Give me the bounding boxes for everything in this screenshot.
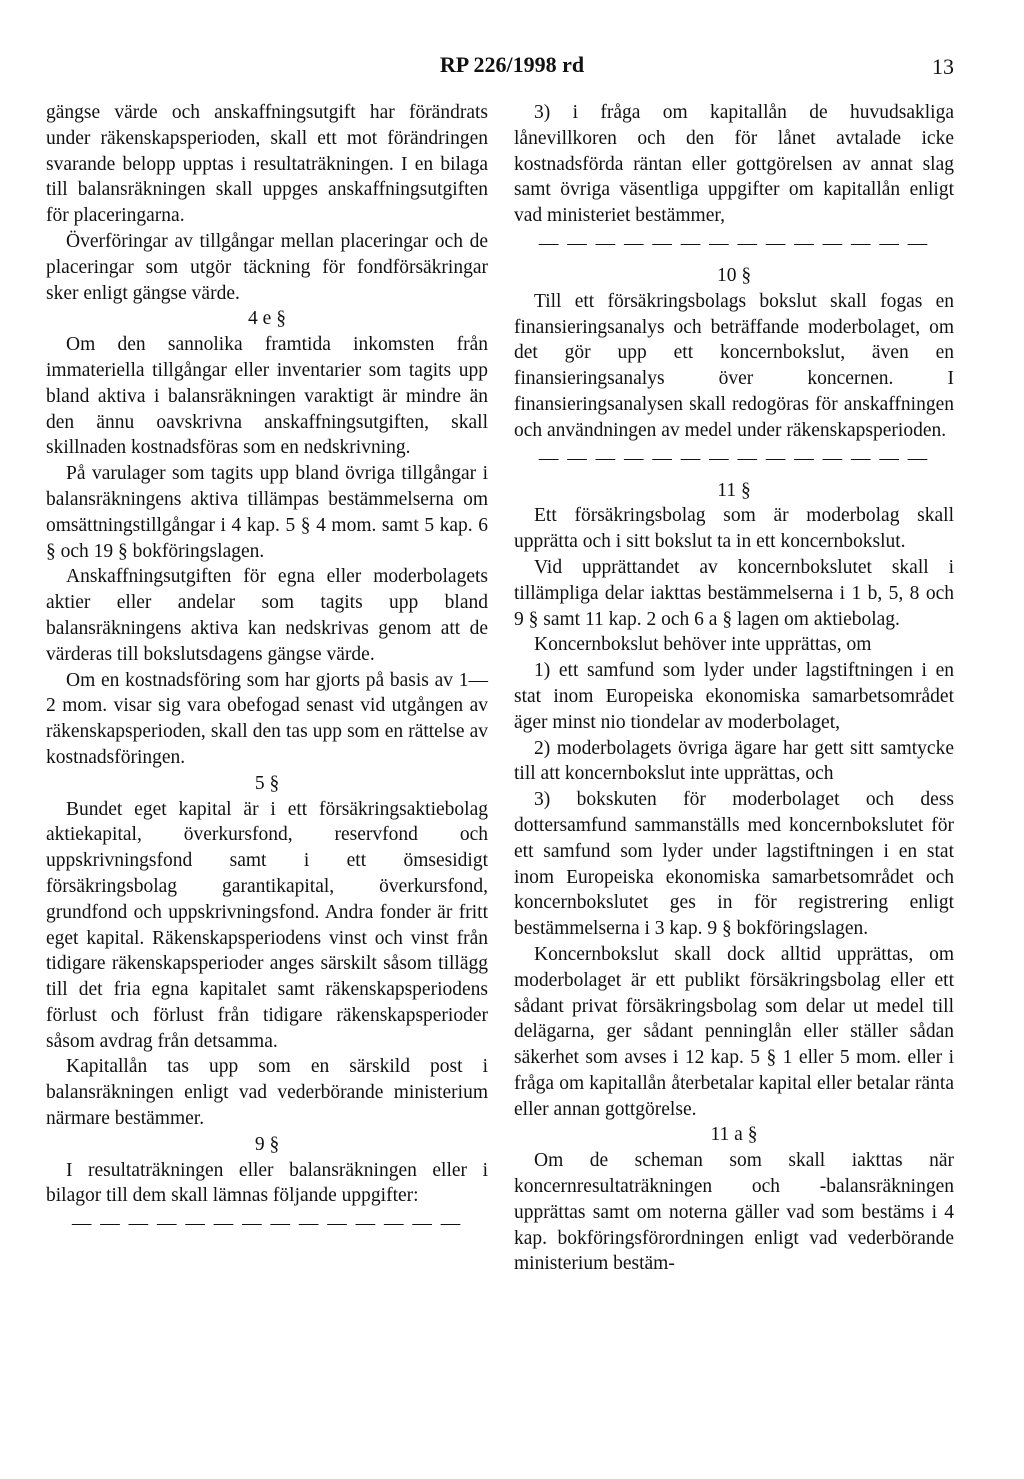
paragraph: Koncernbokslut skall dock alltid upprättas, om moderbolaget är ett publikt försäkringsbolag eller ett sådant privat försäkringsbolag som delar ut medel till delägarna, ger sådant penninglån eller ställer sådan säkerhet som avses i 12 kap. 5 § 1 eller 5 mom. eller i fråga om kapitallån återbetalar kapital eller betalar ränta eller annan gottgörelse. xyxy=(514,943,954,1120)
paragraph: Bundet eget kapital är i ett försäkringsaktiebolag aktiekapital, överkursfond, reservfond och uppskrivningsfond samt i ett ömsesidigt försäkringsbolag garantikapital, överkursfond, grundfond och uppskrivningsfond. Andra fonder är fritt eget kapital. Räkenskapsperiodens vinst och vinst från tidigare räkenskapsperioder anges särskilt såsom tillägg till det fria egna kapitalet samt räkenskapsperiodens förlust och förlust från tidigare räkenskapsperioder såsom avdrag från detsamma. xyxy=(46,798,488,1052)
paragraph: Överföringar av tillgångar mellan placeringar och de placeringar som utgör täckning för fondförsäkringar sker enligt gängse värde. xyxy=(46,230,488,304)
section-heading: 11 § xyxy=(717,479,751,501)
section-heading: 10 § xyxy=(716,264,752,286)
paragraph: Anskaffningsutgiften för egna eller moderbolagets aktier eller andelar som tagits upp bland balansräkningens aktiva kan nedskrivas genom att de värderas till bokslutsdagens gängse värde. xyxy=(46,566,488,665)
omission-dashes: — — — — — — — — — — — — — — xyxy=(71,1213,463,1235)
section-heading: 5 § xyxy=(254,772,280,794)
paragraph: Om en kostnadsföring som har gjorts på basis av 1—2 mom. visar sig vara obefogad senast vid utgången av räkenskapsperioden, skall den tas upp som en rättelse av kostnadsföringen. xyxy=(46,669,488,768)
section-heading: 9 § xyxy=(254,1133,280,1155)
paragraph: Vid upprättandet av koncernbokslutet skall i tillämpliga delar iakttas bestämmelserna i 1 b, 5, 8 och 9 § samt 11 kap. 2 och 6 a § lagen om aktiebolag. xyxy=(514,556,954,630)
paragraph: Kapitallån tas upp som en särskild post i balansräkningen enligt vad vederbörande ministerium närmare bestämmer. xyxy=(46,1056,488,1130)
paragraph: Ett försäkringsbolag som är moderbolag skall upprätta och i sitt bokslut ta in ett koncernbokslut. xyxy=(514,505,954,553)
paragraph: Om de scheman som skall iakttas när koncernresultaträkningen och -balansräkningen upprättas samt om noterna gäller vad som bestäms i 4 kap. bokföringsförordningen enligt vad vederbörande ministerium bestäm- xyxy=(514,1150,954,1275)
omission-dashes: — — — — — — — — — — — — — — xyxy=(538,232,930,254)
section-heading: 11 a § xyxy=(710,1124,758,1146)
right-column xyxy=(514,100,954,1277)
paragraph: I resultaträkningen eller balansräkningen eller i bilagor till dem skall lämnas följande uppgifter: xyxy=(46,1159,488,1207)
paragraph: gängse värde och anskaffningsutgift har förändrats under räkenskapsperioden, skall ett mot förändringen svarande belopp upptas i resultaträkningen. I en bilaga till balansräkningen skall uppges anskaffningsutgiften för placeringarna. xyxy=(46,102,488,227)
section-heading: 4 e § xyxy=(248,308,286,330)
list-item: 2) moderbolagets övriga ägare har gett sitt samtycke till att koncernbokslut inte upprättas, och xyxy=(514,737,954,785)
paragraph: 3) i fråga om kapitallån de huvudsakliga lånevillkoren och den för lånet avtalade icke kostnadsförda räntan eller gottgörelsen av annat slag samt övriga väsentliga uppgifter om kapitallån enligt vad ministeriet bestämmer, xyxy=(514,102,954,227)
omission-dashes: — — — — — — — — — — — — — — xyxy=(538,447,930,469)
list-item: 1) ett samfund som lyder under lagstiftningen i en stat inom Europeiska ekonomiska samarbetsområdet äger minst nio tiondelar av moderbolaget, xyxy=(514,660,954,733)
paragraph: Om den sannolika framtida inkomsten från immateriella tillgångar eller inventarier som tagits upp bland aktiva i balansräkningen varaktigt är mindre än den ännu oavskrivna anskaffningsutgiften, skall skillnaden kostnadsföras som en nedskrivning. xyxy=(46,334,488,459)
page-number: 13 xyxy=(932,54,954,79)
list-item: 3) bokskuten för moderbolaget och dess dottersamfund sammanställs med koncernbokslutet för ett samfund som lyder under lagstiftningen i en stat inom Europeiska ekonomiska samarbetsområdet och koncernbokslutet ges in för registrering enligt bestämmelserna i 3 kap. 9 § bokföringslagen. xyxy=(514,789,954,940)
paragraph: Koncernbokslut behöver inte upprättas, om xyxy=(534,634,872,656)
left-column xyxy=(46,100,488,1243)
page-header xyxy=(0,52,1024,84)
document-reference: RP 226/1998 rd xyxy=(439,52,585,77)
paragraph: På varulager som tagits upp bland övriga tillgångar i balansräkningens aktiva tillämpas bestämmelserna om omsättningstillgångar i 4 kap. 5 § 4 mom. samt 5 kap. 6 § och 19 § bokföringslagen. xyxy=(46,463,488,562)
paragraph: Till ett försäkringsbolags bokslut skall fogas en finansieringsanalys och beträffande moderbolaget, om det gör upp ett koncernbokslut, även en finansieringsanalys över koncernen. I finansieringsanalysen skall redogöras för anskaffningen och användningen av medel under räkenskapsperioden. xyxy=(514,290,954,441)
